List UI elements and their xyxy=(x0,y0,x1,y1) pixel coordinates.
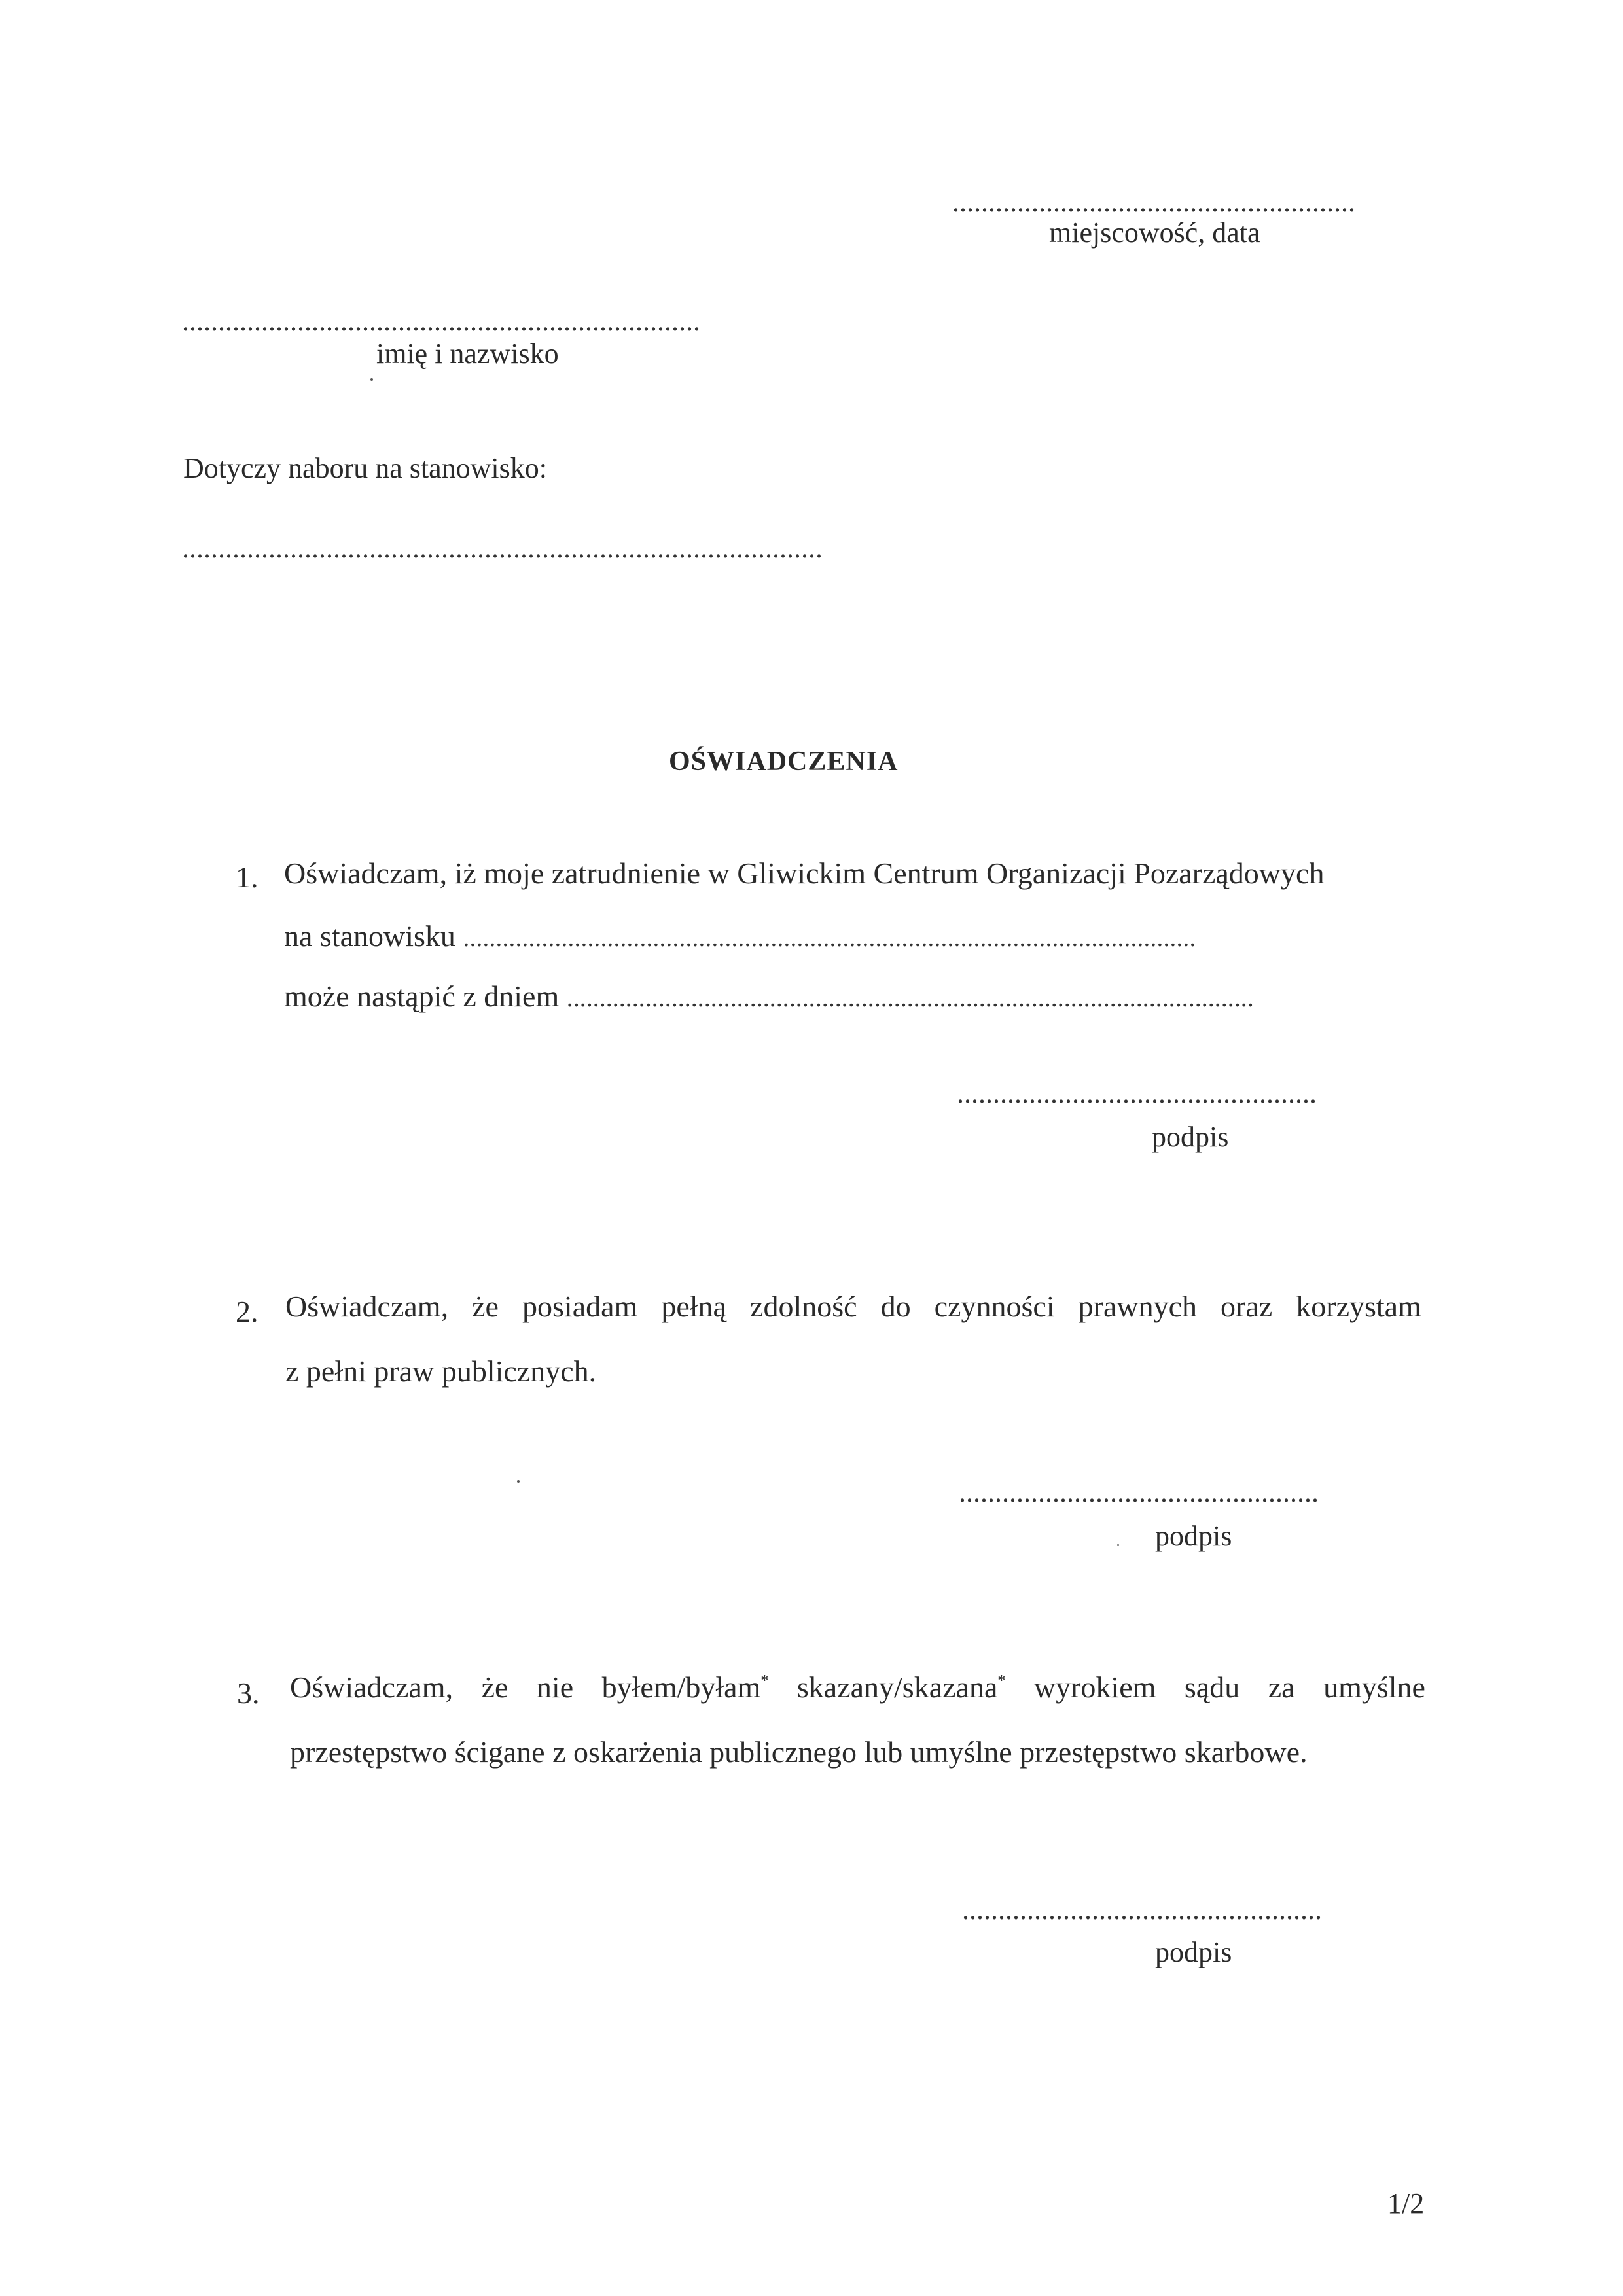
statement-3-word: wyrokiem xyxy=(1033,1670,1156,1704)
statement-1-signature-dots: .................................................. xyxy=(957,1077,1317,1109)
statement-1-date-dots: ......................................................................................................... xyxy=(566,983,1254,1012)
statement-1-number: 1. xyxy=(236,860,259,894)
statement-1-position-label: na stanowisku xyxy=(284,919,455,953)
statement-1-signature-label: podpis xyxy=(1152,1121,1229,1153)
statement-1-line-3 xyxy=(284,981,1254,1012)
statement-3-word: nie xyxy=(536,1670,574,1704)
statement-2-word: prawnych xyxy=(1078,1290,1197,1323)
statement-1-line-2 xyxy=(284,921,1196,951)
statement-3-number: 3. xyxy=(237,1676,260,1710)
statement-3-line-2: przestępstwo ścigane z oskarżenia publicznego lub umyślne przestępstwo skarbowe. xyxy=(290,1735,1308,1769)
statement-3-word: byłem/byłam* xyxy=(601,1670,769,1704)
statement-3-signature-label: podpis xyxy=(1155,1936,1232,1968)
statement-3-word: skazany/skazana* xyxy=(796,1670,1006,1704)
statement-2-word: Oświadczam, xyxy=(285,1290,449,1323)
statement-3-word: umyślne xyxy=(1323,1670,1425,1704)
statement-2-word: korzystam xyxy=(1296,1290,1421,1323)
statement-2-line-1 xyxy=(285,1292,1421,1322)
name-dotted-line: ........................................................................ xyxy=(182,305,700,337)
statement-2-word: do xyxy=(880,1290,911,1323)
scan-speck xyxy=(370,378,373,381)
statement-2-word: zdolność xyxy=(750,1290,857,1323)
statement-2-number: 2. xyxy=(236,1295,259,1328)
statement-1-line-1: Oświadczam, iż moje zatrudnienie w Gliwickim Centrum Organizacji Pozarządowych xyxy=(284,857,1325,890)
scan-speck xyxy=(517,1480,520,1483)
footnote-asterisk: * xyxy=(997,1672,1006,1689)
statement-2-word: że xyxy=(472,1290,499,1323)
statement-2-word: czynności xyxy=(934,1290,1055,1323)
statement-3-signature-dots: .................................................. xyxy=(962,1894,1322,1926)
statement-3-word: za xyxy=(1268,1670,1295,1704)
page-number: 1/2 xyxy=(1387,2187,1425,2219)
statement-2-signature-label: podpis xyxy=(1155,1520,1232,1552)
statement-2-word: oraz xyxy=(1221,1290,1273,1323)
statement-1-position-dots: ................................................................................................................ xyxy=(463,923,1196,952)
statement-3-word: że xyxy=(481,1670,508,1704)
place-date-dotted-line: ........................................................ xyxy=(952,186,1355,218)
statement-1-date-label: może nastąpić z dniem xyxy=(284,980,560,1013)
footnote-asterisk: * xyxy=(760,1672,769,1689)
statement-3-word: sądu xyxy=(1184,1670,1240,1704)
place-date-label: miejscowość, data xyxy=(1049,217,1260,249)
statement-2-line-2: z pełni praw publicznych. xyxy=(285,1354,597,1388)
statement-3-word: Oświadczam, xyxy=(290,1670,454,1704)
statement-2-word: pełną xyxy=(661,1290,726,1323)
statement-3-line-1 xyxy=(290,1672,1425,1703)
statement-2-signature-dots: .................................................. xyxy=(959,1476,1319,1508)
recruitment-label: Dotyczy naboru na stanowisko: xyxy=(183,452,547,484)
position-dotted-line: ......................................................................................... xyxy=(182,532,823,564)
scan-speck xyxy=(1117,1544,1119,1546)
document-title: OŚWIADCZENIA xyxy=(669,747,899,777)
statement-2-word: posiadam xyxy=(522,1290,638,1323)
name-label: imię i nazwisko xyxy=(376,338,559,370)
